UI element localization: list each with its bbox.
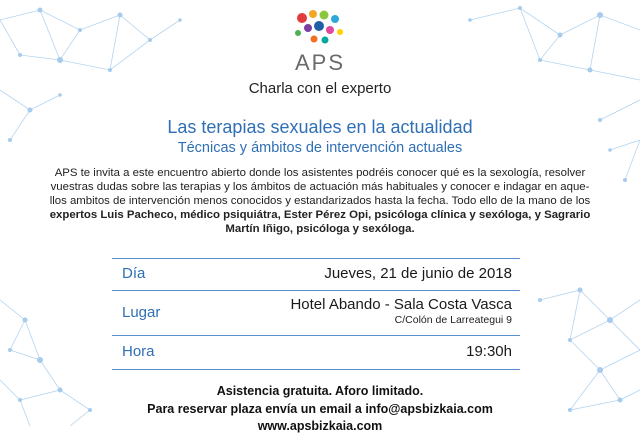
dia-value: Jueves, 21 de junio de 2018 [324,265,512,282]
divider [112,335,520,336]
event-title: Las terapias sexuales en la actualidad [167,117,473,137]
hora-value: 19:30h [466,343,512,360]
footer-website: www.apsbizkaia.com [257,419,383,433]
hora-label: Hora [122,343,155,360]
experts-line: expertos Luis Pacheco, médico psiquiátra, Ester Pérez Opi, psicóloga clínica y sexóloga, y Sagrario [49,209,591,221]
lugar-label: Lugar [122,304,161,321]
experts-line: Martín Iñigo, psicóloga y sexóloga. [225,223,415,235]
footer-attendance: Asistencia gratuita. Aforo limitado. [216,384,424,398]
description-line: vuestras dudas sobre las terapias y los ámbitos de actuación más habituales y conocer e indagar en aque- [50,181,590,193]
description-line: llos ambitos de intervención menos conocidos y estandarizados hasta la fecha. Todo ello de la mano de los [49,195,591,207]
divider [112,369,520,370]
divider [112,290,520,291]
detail-row-hora [112,337,520,367]
event-description [34,166,606,236]
aps-logo-dots [290,6,350,48]
lugar-value: Hotel Abando - Sala Costa Vasca [290,296,512,313]
description-line: APS te invita a este encuentro abierto donde los asistentes podréis conocer qué es la sexología, resolver [54,167,586,179]
detail-row-dia [112,259,520,289]
dia-label: Día [122,265,146,282]
footer-reservation: Para reservar plaza envía un email a info@apsbizkaia.com [147,402,493,416]
event-subtitle: Técnicas y ámbitos de intervención actuales [177,140,463,156]
brand-name: APS [294,50,346,75]
detail-row-lugar [112,292,520,332]
page-subtitle: Charla con el experto [248,80,392,97]
lugar-address: C/Colón de Larreategui 9 [394,314,512,326]
